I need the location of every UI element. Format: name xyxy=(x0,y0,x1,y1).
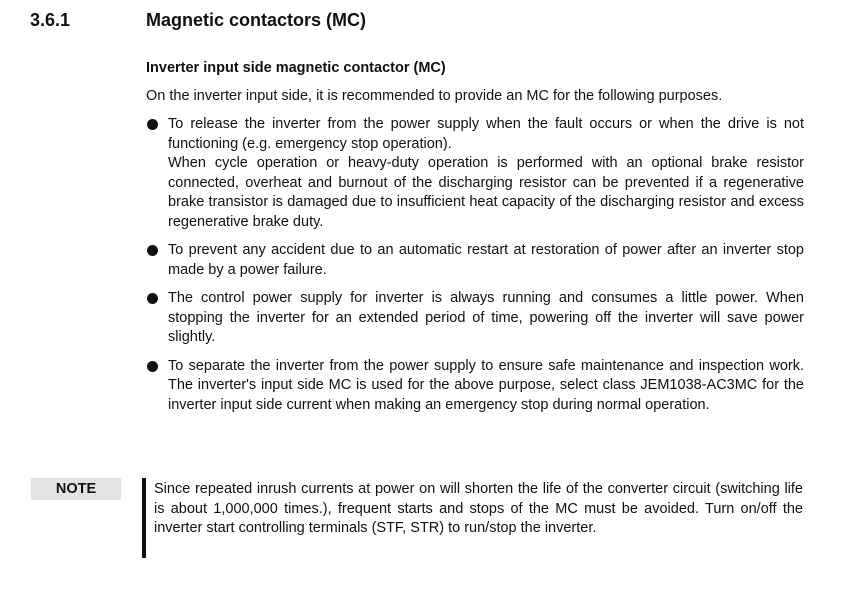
intro-paragraph: On the inverter input side, it is recommended to provide an MC for the following purposes. xyxy=(146,88,723,104)
bullet-paragraph: To prevent any accident due to an automatic restart at restoration of power after an inverter stop made by a power failure. xyxy=(168,242,804,278)
bullet-list xyxy=(146,115,804,424)
bullet-paragraph: To separate the inverter from the power supply to ensure safe maintenance and inspection work. The inverter's input side MC is used for the above purpose, select class JEM1038-AC3MC for the inverter input side current when making an emergency stop during normal operation. xyxy=(168,357,804,413)
note-text: Since repeated inrush currents at power on will shorten the life of the converter circuit (switching life is about 1,000,000 times.), frequent starts and stops of the MC must be avoided. Turn on/off the inverter start controlling terminals (STF, STR) to run/stop the inverter. xyxy=(154,481,803,536)
bullet-item xyxy=(146,289,804,348)
bullet-item xyxy=(146,115,804,232)
note-bar xyxy=(142,478,146,558)
bullet-dot-icon xyxy=(147,245,158,256)
bullet-text xyxy=(168,357,804,416)
bullet-dot-icon xyxy=(147,119,158,130)
bullet-dot-icon xyxy=(147,293,158,304)
bullet-dot-icon xyxy=(147,361,158,372)
bullet-paragraph: When cycle operation or heavy-duty operation is performed with an optional brake resistor connected, overheat and burnout of the discharging resistor can be prevented if a regenerative brake transistor is damaged due to insufficient heat capacity of the discharging resistor and excess regenerative brake duty. xyxy=(168,155,804,230)
note-label: NOTE xyxy=(31,478,121,500)
bullet-paragraph: To release the inverter from the power supply when the fault occurs or when the drive is not functioning (e.g. emergency stop operation). xyxy=(168,116,804,152)
bullet-item xyxy=(146,241,804,280)
bullet-text xyxy=(168,289,804,348)
bullet-text xyxy=(168,241,804,280)
section-number: 3.6.1 xyxy=(30,10,71,30)
section-title: Magnetic contactors (MC) xyxy=(146,10,367,30)
bullet-paragraph: The control power supply for inverter is always running and consumes a little power. When stopping the inverter for an extended period of time, powering off the inverter will save power slightly. xyxy=(168,290,804,345)
bullet-text xyxy=(168,115,804,232)
subheading: Inverter input side magnetic contactor (MC) xyxy=(146,60,446,76)
bullet-item xyxy=(146,357,804,416)
